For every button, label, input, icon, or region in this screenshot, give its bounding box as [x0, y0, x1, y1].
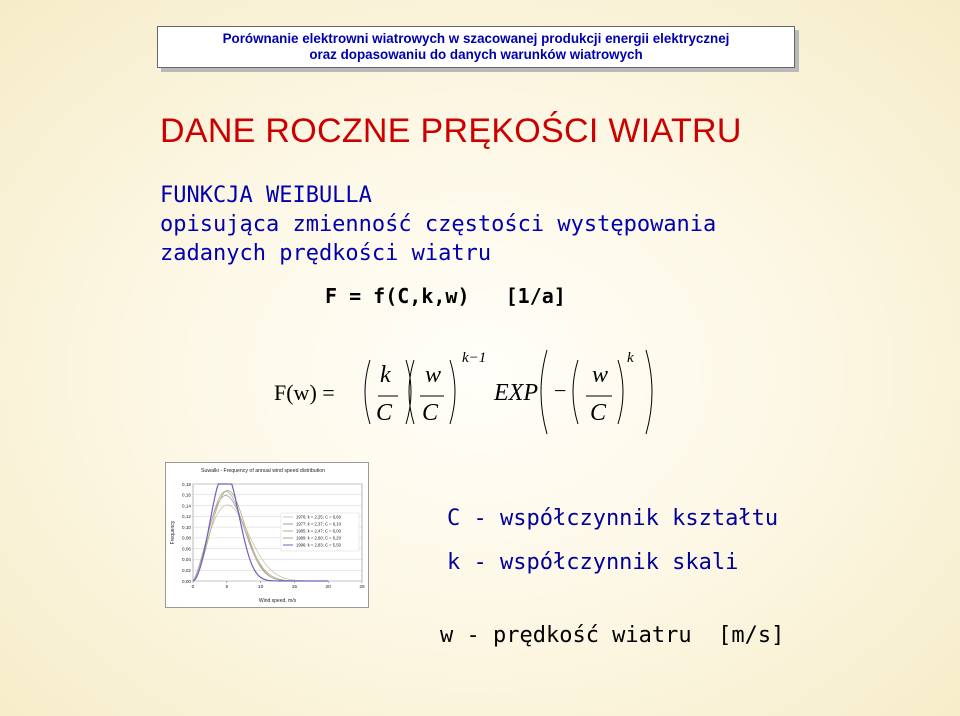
chart-legend-label: 1989: k = 2,60; C = 6,20 [296, 535, 341, 541]
formula-exp-function: EXP [494, 380, 538, 406]
formula-summary: F = f(C,k,w) [1/a] [325, 284, 566, 308]
chart-y-label: Frequency [170, 520, 176, 545]
chart-y-tick-label: 0,18 [182, 481, 191, 487]
formula-frac2-den: C [422, 400, 439, 426]
formula-exponent-2: k [627, 350, 634, 366]
chart-x-tick-label: 5 [225, 585, 229, 590]
chart-title: Suwalki - Frequency of annual wind speed distribution [201, 468, 325, 474]
definition-k: k - współczynnik skali [447, 550, 739, 575]
chart-x-tick-label: 15 [291, 585, 298, 590]
chart-x-label: Wind speed, m/s [258, 598, 297, 604]
weibull-chart-svg [166, 463, 368, 607]
chart-y-tick-label: 0,04 [182, 557, 191, 563]
formula-exponent-1: k−1 [462, 350, 487, 366]
definition-w: w - prędkość wiatru [m/s] [440, 623, 785, 648]
formula-frac3-den: C [590, 400, 607, 426]
subtitle-line-3: zadanych prędkości wiatru [160, 241, 492, 266]
definition-c: C - współczynnik kształtu [447, 506, 779, 531]
header-line-2: oraz dopasowaniu do danych warunków wiatrowych [309, 47, 643, 62]
chart-y-tick-label: 0,06 [182, 546, 191, 552]
formula-frac1-num: k [380, 362, 391, 388]
chart-legend-label: 1996: k = 2,83; C = 5,50 [296, 542, 341, 548]
chart-y-tick-label: 0,10 [182, 524, 191, 530]
weibull-chart [165, 462, 369, 608]
chart-x-tick-label: 20 [325, 585, 331, 590]
chart-y-tick-label: 0,08 [182, 535, 191, 541]
main-title: DANE ROCZNE PRĘKOŚCI WIATRU [160, 112, 742, 150]
chart-legend-label: 1976: k = 2,25; C = 6,60 [296, 514, 341, 520]
formula-lhs: F(w) = [274, 380, 335, 405]
header-banner [157, 26, 795, 68]
formula-minus: − [554, 378, 567, 403]
formula-frac3-num: w [592, 362, 609, 388]
chart-y-tick-label: 0,02 [182, 568, 191, 574]
header-line-1: Porównanie elektrowni wiatrowych w szacowanej produkcji energii elektrycznej [222, 31, 730, 46]
chart-y-tick-label: 0,12 [182, 514, 191, 520]
chart-y-tick-label: 0,14 [182, 503, 191, 509]
chart-legend-label: 1977: k = 2,37; C = 6,10 [296, 521, 341, 527]
formula-frac1-den: C [376, 400, 393, 426]
chart-y-tick-label: 0,00 [182, 578, 191, 584]
subtitle-line-2: opisująca zmienność częstości występowania [160, 212, 717, 237]
subtitle-line-1: FUNKCJA WEIBULLA [160, 183, 372, 208]
chart-legend-label: 1985: k = 2,47; C = 6,00 [296, 528, 341, 534]
weibull-formula [270, 346, 670, 446]
chart-x-tick-label: 25 [359, 585, 365, 590]
chart-x-tick-label: 0 [191, 585, 195, 590]
chart-y-tick-label: 0,16 [182, 492, 191, 498]
chart-x-tick-label: 10 [257, 585, 264, 590]
formula-frac2-num: w [425, 362, 442, 388]
